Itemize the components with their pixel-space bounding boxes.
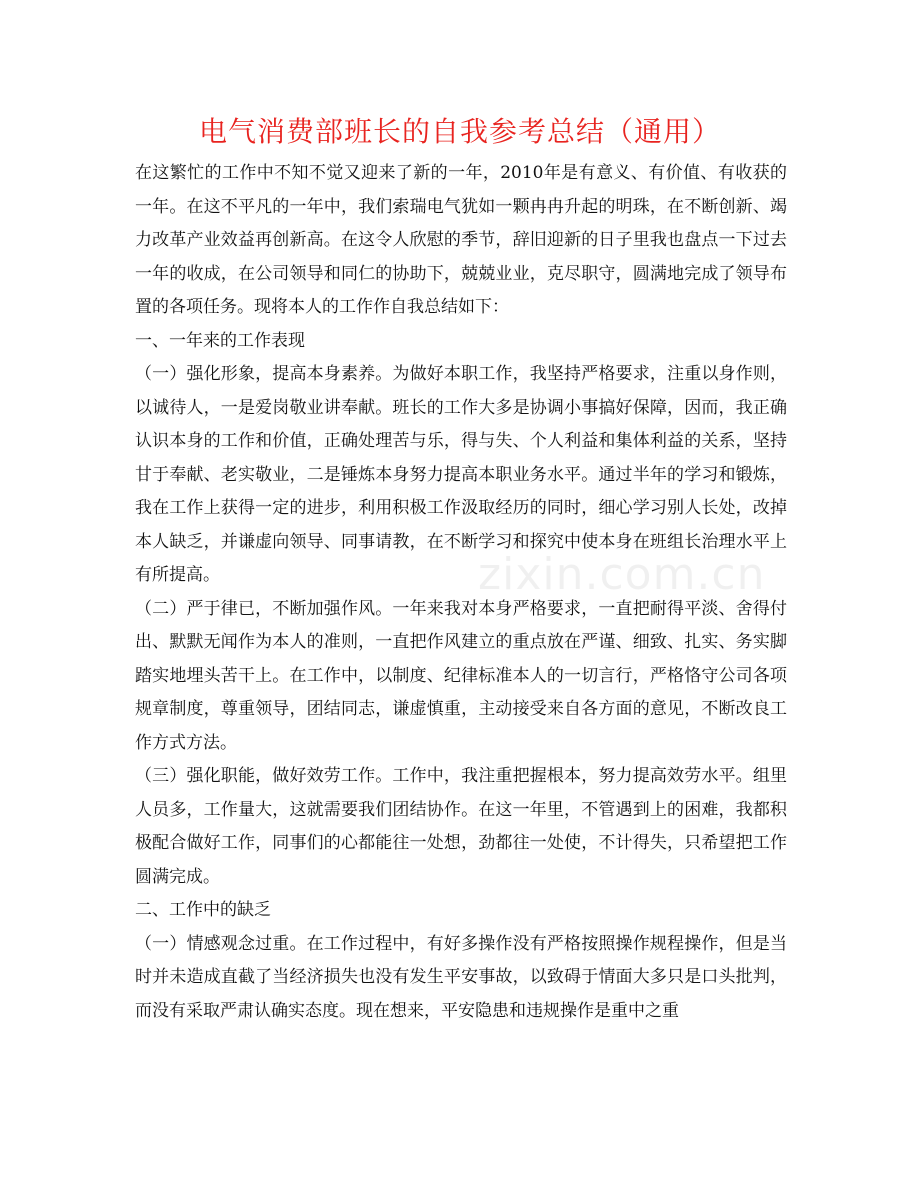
section-2-item-1: （一）情感观念过重。在工作过程中，有好多操作没有严格按照操作规程操作，但是当时并未造成直截了当经济损失也没有发生平安事故，以致碍于情面大多只是口头批判，而没有采取严肃认确实态度。现在想来，平安隐患和违规操作是重中之重 [135, 933, 787, 1021]
intro-paragraph: 在这繁忙的工作中不知不觉又迎来了新的一年，2010年是有意义、有价值、有收获的一年。在这不平凡的一年中，我们索瑞电气犹如一颗冉冉升起的明珠，在不断创新、竭力改革产业效益再创新高。在这令人欣慰的季节，辞旧迎新的日子里我也盘点一下过去一年的收成，在公司领导和同仁的协助下，兢兢业业，克尽职守，圆满地完成了领导布置的各项任务。现将本人的工作作自我总结如下： [135, 163, 787, 317]
section-1-item-1: （一）强化形象，提高本身素养。为做好本职工作，我坚持严格要求，注重以身作则，以诚待人，一是爱岗敬业讲奉献。班长的工作大多是协调小事搞好保障，因而，我正确认识本身的工作和价值，正确处理苦与乐，得与失、个人利益和集体利益的关系，坚持甘于奉献、老实敬业，二是锤炼本身努力提高本职业务水平。通过半年的学习和锻炼，我在工作上获得一定的进步，利用积极工作汲取经历的同时，细心学习别人长处，改掉本人缺乏，并谦虚向领导、同事请教，在不断学习和探究中使本身在班组长治理水平上有所提高。 [135, 364, 787, 585]
section-2-heading: 二、工作中的缺乏 [135, 900, 271, 920]
document-body [135, 157, 787, 1028]
section-1-heading: 一、一年来的工作表现 [135, 330, 305, 351]
watermark-text: zixin.com.cn [478, 549, 766, 600]
section-1-item-3: （三）强化职能，做好效劳工作。工作中，我注重把握根本，努力提高效劳水平。组里人员多，工作量大，这就需要我们团结协作。在这一年里，不管遇到上的困难，我都积极配合做好工作，同事们的心都能往一处想，劲都往一处使，不计得失，只希望把工作圆满完成。 [135, 766, 787, 887]
document-title: 电气消费部班长的自我参考总结（通用） [198, 115, 721, 148]
section-1-item-2: （二）严于律已，不断加强作风。一年来我对本身严格要求，一直把耐得平淡、舍得付出、默默无闻作为本人的准则，一直把作风建立的重点放在严谨、细致、扎实、务实脚踏实地埋头苦干上。在工作中，以制度、纪律标准本人的一切言行，严格恪守公司各项规章制度，尊重领导，团结同志，谦虚慎重，主动接受来自各方面的意见，不断改良工作方式方法。 [135, 598, 787, 753]
